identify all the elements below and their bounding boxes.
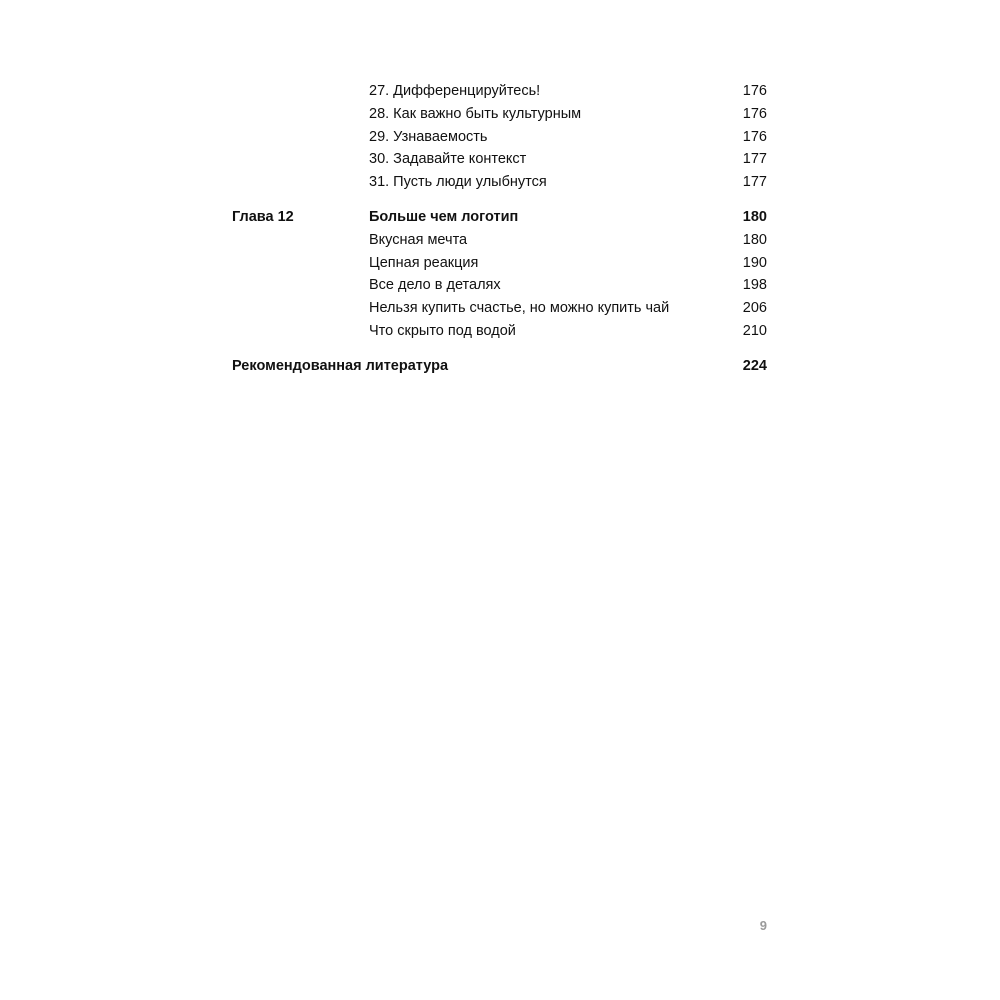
literature-page: 224 — [742, 357, 767, 374]
toc-entry — [232, 252, 767, 275]
toc-entry — [232, 274, 767, 297]
chapter-title: Больше чем логотип — [369, 208, 519, 225]
toc-entry-page: 180 — [742, 231, 767, 248]
page-number: 9 — [759, 918, 767, 933]
toc-entry — [232, 126, 767, 149]
toc-entry-page: 206 — [742, 300, 767, 317]
toc-entry-page: 210 — [742, 322, 767, 339]
toc-entry — [232, 80, 767, 103]
toc-chapter-heading — [232, 206, 767, 229]
toc-entry-page: 190 — [742, 254, 767, 271]
toc-entry-title: 29. Узнаваемость — [369, 128, 488, 145]
literature-title: Рекомендованная литература — [232, 357, 449, 374]
toc-entry-title: Что скрыто под водой — [369, 322, 516, 339]
toc-entry-page: 198 — [742, 277, 767, 294]
toc-entry — [232, 229, 767, 252]
toc-entry — [232, 320, 767, 343]
toc-entry-title: Вкусная мечта — [369, 231, 468, 248]
table-of-contents — [232, 80, 767, 378]
chapter-page: 180 — [742, 208, 767, 225]
section-spacer — [232, 194, 767, 206]
toc-entry — [232, 103, 767, 126]
toc-entry-title: 28. Как важно быть культурным — [369, 105, 582, 122]
toc-entry-page: 176 — [742, 128, 767, 145]
toc-entry — [232, 171, 767, 194]
toc-entry-page: 177 — [742, 174, 767, 191]
toc-entry-title: Цепная реакция — [369, 254, 479, 271]
toc-entry-page: 176 — [742, 83, 767, 99]
toc-entry — [232, 297, 767, 320]
toc-entry-title: Все дело в деталях — [369, 277, 501, 294]
toc-entry-title: Нельзя купить счастье, но можно купить чай — [369, 300, 670, 317]
toc-entry-title: 27. Дифференцируйтесь! — [369, 83, 541, 99]
toc-entry-title: 31. Пусть люди улыбнутся — [369, 174, 547, 191]
toc-entry-title: 30. Задавайте контекст — [369, 151, 527, 168]
chapter-label: Глава 12 — [232, 208, 294, 225]
toc-entry-page: 177 — [742, 151, 767, 168]
toc-literature-heading — [232, 355, 767, 378]
section-spacer — [232, 343, 767, 355]
toc-entry-page: 176 — [742, 105, 767, 122]
toc-entry — [232, 148, 767, 171]
